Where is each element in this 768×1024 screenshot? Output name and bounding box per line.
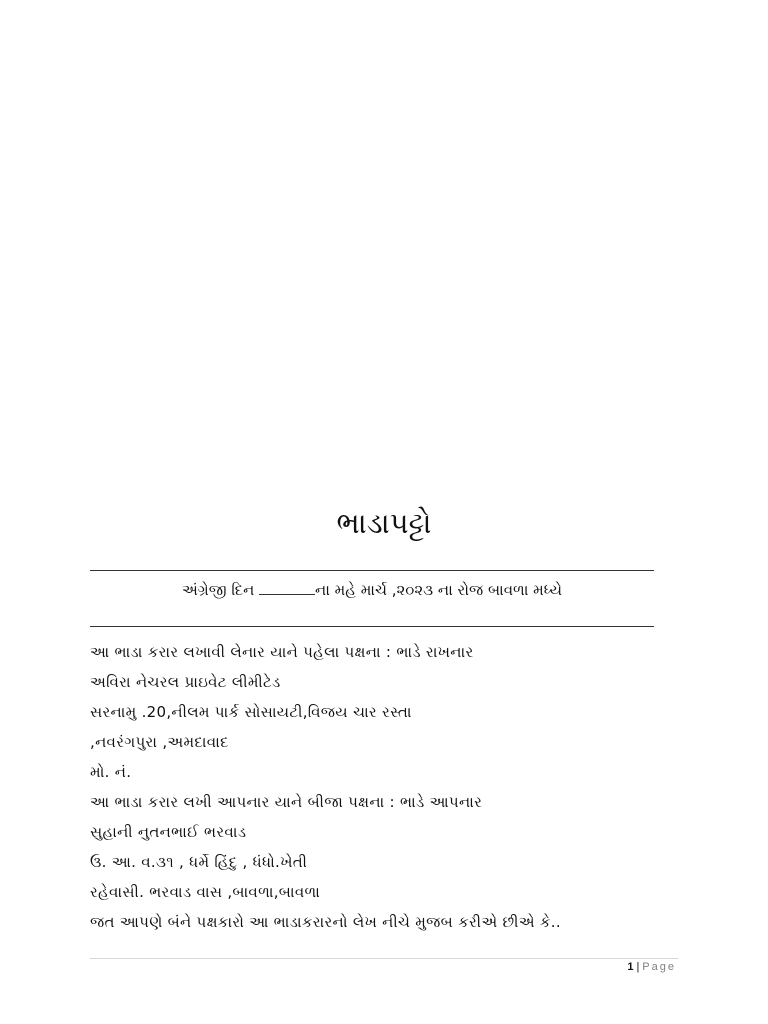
body-line-second-party-residence: રહેવાસી. ભરવાડ વાસ ,બાવળા,બાવળા — [90, 883, 321, 901]
page-number: 1 — [627, 961, 634, 973]
page-label: Page — [642, 961, 676, 973]
date-line-suffix: ના મહે માર્ચ ,૨૦૨૩ ના રોજ બાવળા મધ્યે — [315, 581, 562, 599]
date-line — [90, 578, 654, 602]
body-line-first-party-heading: આ ભાડા કરાર લખાવી લેનાર યાને પહેલા પક્ષના : ભાડે રાખનાર — [90, 643, 474, 661]
body-line-mobile-number: મો. નં. — [90, 763, 132, 781]
title-underline-rule — [90, 570, 654, 571]
body-line-second-party-heading: આ ભાડા કરાર લખી આપનાર યાને બીજા પક્ષના : ભાડે આપનાર — [90, 793, 483, 811]
agreement-body — [90, 637, 690, 937]
document-title: ભાડાપટ્ટો — [336, 506, 432, 540]
body-line-first-party-name: અવિરા નેચરલ પ્રાઇવેટ લીમીટેડ — [90, 673, 281, 691]
body-line-agreement-intro: જત આપણે બંને પક્ષકારો આ ભાડાકરારનો લેખ નીચે મુજબ કરીએ છીએ કે.. — [90, 913, 561, 931]
date-blank-field — [259, 582, 315, 595]
page-separator: | — [636, 961, 640, 973]
date-underline-rule — [90, 626, 654, 627]
body-line-first-party-address: સરનામુ .20,નીલમ પાર્ક સોસાયટી,વિજય ચાર રસ્તા — [90, 703, 412, 721]
date-line-prefix: અંગ્રેજી દિન — [181, 581, 260, 599]
body-line-first-party-city: ,નવરંગપુરા ,અમદાવાદ — [90, 733, 229, 751]
page-footer — [627, 960, 676, 974]
footer-rule — [90, 958, 678, 959]
body-line-second-party-details: ઉ. આ. વ.૩૧ , ધર્મે હિંદુ , ધંધો.ખેતી — [90, 853, 308, 871]
body-line-second-party-name: સુહાની નુતનભાઈ ભરવાડ — [90, 823, 247, 841]
